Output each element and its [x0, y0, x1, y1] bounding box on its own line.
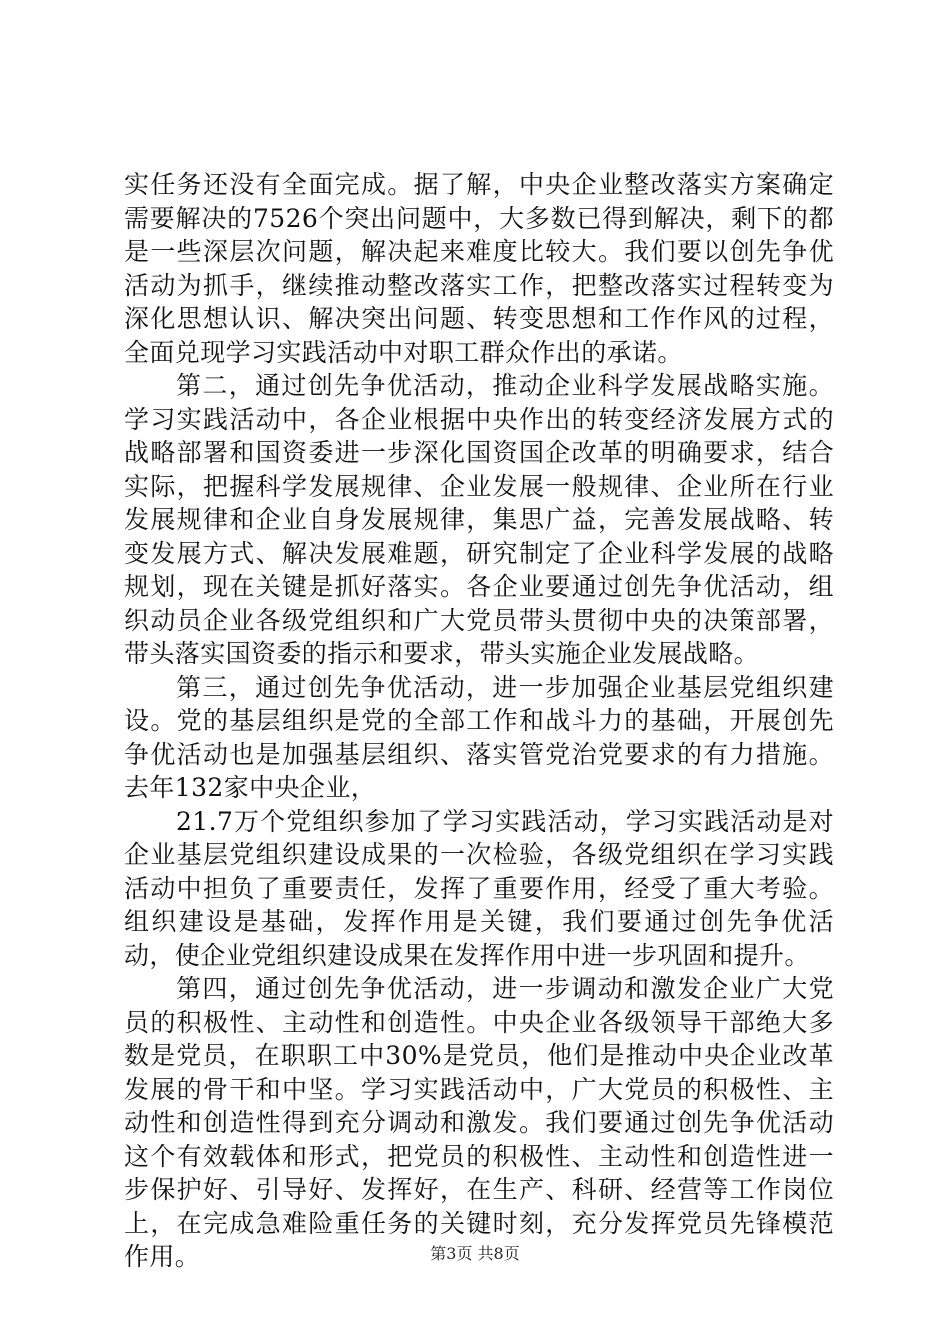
paragraph-3: 第三，通过创先争优活动，进一步加强企业基层党组织建设。党的基层组织是党的全部工作和战斗力的基础，开展创先争优活动也是加强基层组织、落实管党治党要求的有力措施。去年132家中央企业，	[124, 672, 834, 802]
paragraph-5: 第四，通过创先争优活动，进一步调动和激发企业广大党员的积极性、主动性和创造性。中央企业各级领导干部绝大多数是党员，在职职工中30%是党员，他们是推动中央企业改革发展的骨干和中坚。学习实践活动中，广大党员的积极性、主动性和创造性得到充分调动和激发。我们要通过创先争优活动这个有效载体和形式，把党员的积极性、主动性和创造性进一步保护好、引导好、发挥好，在生产、科研、经营等工作岗位上，在完成急难险重任务的关键时刻，充分发挥党员先锋模范作用。	[124, 974, 834, 1271]
paragraph-4: 21.7万个党组织参加了学习实践活动，学习实践活动是对企业基层党组织建设成果的一次检验，各级党组织在学习实践活动中担负了重要责任，发挥了重要作用，经受了重大考验。组织建设是基础，发挥作用是关键，我们要通过创先争优活动，使企业党组织建设成果在发挥作用中进一步巩固和提升。	[124, 806, 834, 970]
paragraph-2: 第二，通过创先争优活动，推动企业科学发展战略实施。学习实践活动中，各企业根据中央作出的转变经济发展方式的战略部署和国资委进一步深化国资国企改革的明确要求，结合实际，把握科学发展规律、企业发展一般规律、企业所在行业发展规律和企业自身发展规律，集思广益，完善发展战略、转变发展方式、解决发展难题，研究制定了企业科学发展的战略规划，现在关键是抓好落实。各企业要通过创先争优活动，组织动员企业各级党组织和广大党员带头贯彻中央的决策部署，带头落实国资委的指示和要求，带头实施企业发展战略。	[124, 371, 834, 668]
page-number-footer: 第3页 共8页	[430, 1244, 520, 1263]
document-body	[124, 168, 834, 1274]
paragraph-1: 实任务还没有全面完成。据了解，中央企业整改落实方案确定需要解决的7526个突出问题中，大多数已得到解决，剩下的都是一些深层次问题，解决起来难度比较大。我们要以创先争优活动为抓手，继续推动整改落实工作，把整改落实过程转变为深化思想认识、解决突出问题、转变思想和工作作风的过程，全面兑现学习实践活动中对职工群众作出的承诺。	[124, 170, 834, 367]
